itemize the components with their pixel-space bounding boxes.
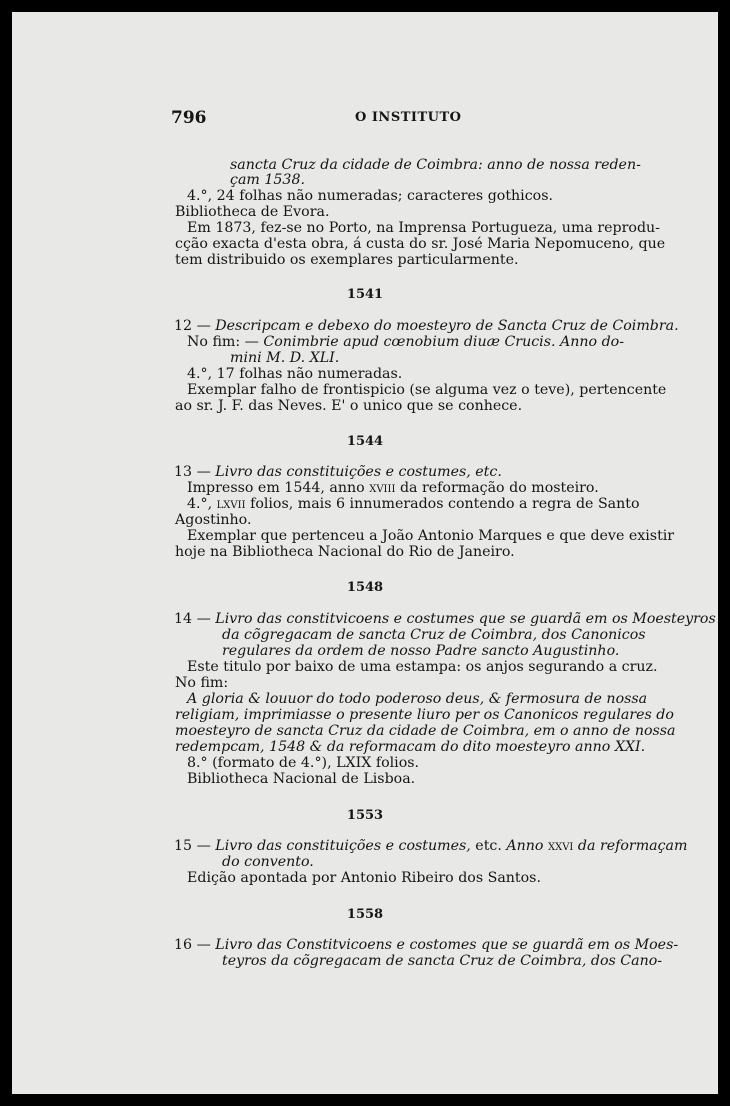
entry-16-line	[174, 937, 678, 953]
entry-14-line: regulares da ordem de nosso Padre sancto Augustinho.	[222, 643, 620, 659]
text-line: 4.°, 24 folhas não numeradas; caracteres gothicos.	[187, 188, 553, 204]
entry-title: Livro das constitvicoens e costumes que se guardã em os Moesteyros	[215, 611, 716, 627]
entry-12-line: 4.°, 17 folhas não numeradas.	[187, 366, 403, 382]
entry-12-line: mini M. D. XLI.	[230, 350, 340, 366]
text-span: Anno	[506, 838, 544, 854]
entry-14-line: No fim:	[175, 675, 229, 691]
entry-14-line: Bibliotheca Nacional de Lisboa.	[187, 771, 416, 787]
year-heading: 1548	[346, 580, 384, 595]
entry-12-line	[187, 334, 624, 350]
text-span: lxvii	[216, 496, 246, 512]
entry-title: Descripcam e debexo do moesteyro de Sancta Cruz de Coimbra.	[215, 318, 679, 334]
running-title: O INSTITUTO	[355, 110, 462, 125]
text-line: Bibliotheca de Evora.	[175, 204, 330, 220]
year-heading: 1544	[346, 434, 384, 449]
text-span: xxvi	[547, 838, 574, 854]
entry-14-line: 8.° (formato de 4.°), LXIX folios.	[187, 755, 420, 771]
entry-15-line: Edição apontada por Antonio Ribeiro dos Santos.	[187, 870, 541, 886]
entry-13-line	[187, 480, 599, 496]
text-span: folios, mais 6 innumerados contendo a regra de Santo	[250, 496, 640, 512]
entry-14-line: moesteyro de sancta Cruz da cidade de Coimbra, em o anno de nossa	[175, 723, 676, 739]
entry-14-line	[174, 611, 716, 627]
entry-number: 16 —	[174, 937, 211, 953]
entry-number: 12 —	[174, 318, 211, 334]
entry-14-line: Este titulo por baixo de uma estampa: os anjos segurando a cruz.	[187, 659, 658, 675]
entry-number: 14 —	[174, 611, 211, 627]
entry-15-line: do convento.	[222, 854, 314, 870]
text-line: Em 1873, fez-se no Porto, na Imprensa Portugueza, uma reprodu-	[187, 220, 660, 236]
text-span: 4.°,	[187, 496, 213, 512]
entry-14-line: da cõgregacam de sancta Cruz de Coimbra, dos Canonicos	[222, 627, 646, 643]
page-number: 796	[171, 108, 207, 128]
entry-13-line	[174, 464, 502, 480]
text-span: da reformação do mosteiro.	[399, 480, 599, 496]
entry-12-line: ao sr. J. F. das Neves. E' o unico que se conhece.	[175, 398, 523, 414]
entry-14-line: religiam, imprimiasse o presente liuro per os Canonicos regulares do	[175, 707, 674, 723]
entry-14-line: A gloria & louuor do todo poderoso deus, & fermosura de nossa	[187, 691, 648, 707]
book-page	[12, 12, 718, 1094]
entry-13-line	[187, 496, 640, 512]
entry-16-line: teyros da cõgregacam de sancta Cruz de Coimbra, dos Cano-	[222, 953, 663, 969]
text-line: tem distribuido os exemplares particularmente.	[175, 252, 519, 268]
entry-title: Livro das Constitvicoens e costomes que se guardã em os Moes-	[215, 937, 679, 953]
entry-title: Livro das constituições e costumes, etc.	[215, 464, 502, 480]
entry-12-line: Exemplar falho de frontispicio (se alguma vez o teve), pertencente	[187, 382, 667, 398]
year-heading: 1553	[346, 808, 384, 823]
entry-13-line: Exemplar que pertenceu a João Antonio Marques e que deve existir	[187, 528, 675, 544]
text-line: sancta Cruz da cidade de Coimbra: anno de nossa reden-	[230, 157, 641, 173]
text-line: cção exacta d'esta obra, á custa do sr. José Maria Nepomuceno, que	[175, 236, 666, 252]
entry-13-line: hoje na Bibliotheca Nacional do Rio de Janeiro.	[175, 544, 515, 560]
entry-12-line	[174, 318, 679, 334]
year-heading: 1558	[346, 907, 384, 922]
text-span: etc.	[475, 838, 502, 854]
text-span: Conimbrie apud cœnobium diuæ Crucis. Anno do-	[263, 334, 624, 350]
year-heading: 1541	[346, 287, 384, 302]
text-span: Impresso em 1544, anno	[187, 480, 365, 496]
entry-15-line	[174, 838, 687, 854]
entry-number: 13 —	[174, 464, 211, 480]
text-span: No fim: —	[187, 334, 259, 350]
entry-13-line: Agostinho.	[175, 512, 252, 528]
text-span: da reformaçam	[577, 838, 688, 854]
text-span: xviii	[369, 480, 396, 496]
entry-14-line: redempcam, 1548 & da reformacam do dito moesteyro anno XXI.	[175, 739, 646, 755]
entry-number: 15 —	[174, 838, 211, 854]
text-line: çam 1538.	[230, 172, 305, 188]
entry-title: Livro das constituições e costumes,	[215, 838, 471, 854]
